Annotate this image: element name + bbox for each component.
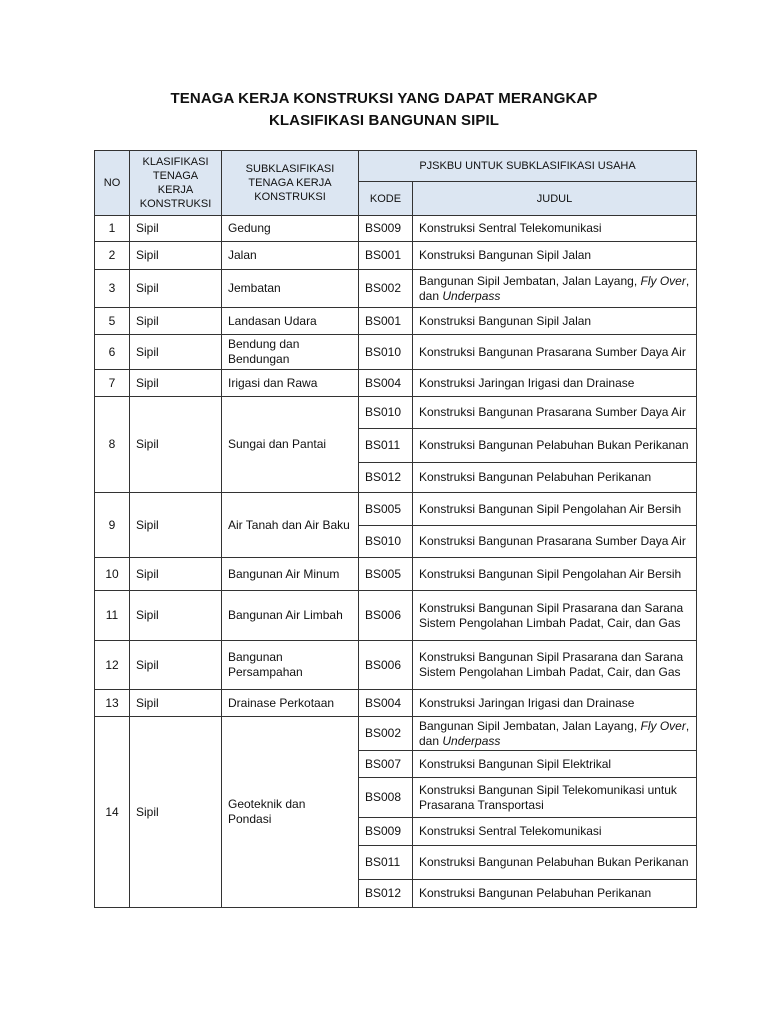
cell-judul: Konstruksi Bangunan Pelabuhan Perikanan [413, 880, 697, 908]
document-title-line2: KLASIFIKASI BANGUNAN SIPIL [268, 112, 500, 129]
cell-judul: Konstruksi Bangunan Pelabuhan Bukan Perikanan [413, 429, 697, 463]
cell-kode: BS002 [359, 270, 413, 308]
cell-klasifikasi: Sipil [130, 397, 222, 493]
cell-judul: Konstruksi Bangunan Sipil Jalan [413, 308, 697, 335]
cell-kode: BS011 [359, 846, 413, 880]
cell-subklasifikasi: Irigasi dan Rawa [222, 370, 359, 397]
judul-part: Bangunan Sipil Jembatan, Jalan Layang, [419, 273, 641, 288]
cell-klasifikasi: Sipil [130, 558, 222, 591]
table-row [95, 335, 697, 370]
cell-subklasifikasi: Air Tanah dan Air Baku [222, 493, 359, 558]
table-row [95, 641, 697, 690]
document-title-line1: TENAGA KERJA KONSTRUKSI YANG DAPAT MERANGKAP [170, 90, 598, 107]
cell-kode: BS001 [359, 308, 413, 335]
cell-klasifikasi: Sipil [130, 335, 222, 370]
table-row [95, 591, 697, 641]
cell-judul: Konstruksi Jaringan Irigasi dan Drainase [413, 690, 697, 717]
judul-part: , dan [419, 273, 690, 303]
header-pjskbu: PJSKBU UNTUK SUBKLASIFIKASI USAHA [359, 151, 697, 182]
header-klasifikasi: KLASIFIKASI TENAGA KERJA KONSTRUKSI [130, 151, 222, 216]
table-row [95, 690, 697, 717]
cell-klasifikasi: Sipil [130, 591, 222, 641]
cell-klasifikasi: Sipil [130, 242, 222, 270]
document-title [0, 88, 768, 132]
cell-klasifikasi: Sipil [130, 493, 222, 558]
header-subklasifikasi: SUBKLASIFIKASI TENAGA KERJA KONSTRUKSI [222, 151, 359, 216]
cell-judul: Konstruksi Bangunan Pelabuhan Bukan Perikanan [413, 846, 697, 880]
cell-judul: Konstruksi Bangunan Sipil Prasarana dan Sarana Sistem Pengolahan Limbah Padat, Cair, dan Gas [413, 641, 697, 690]
cell-kode: BS012 [359, 463, 413, 493]
cell-judul: Konstruksi Bangunan Prasarana Sumber Daya Air [413, 397, 697, 429]
cell-no: 5 [95, 308, 130, 335]
cell-kode: BS011 [359, 429, 413, 463]
judul-part: Fly Over [640, 718, 686, 733]
header-kode: KODE [359, 182, 413, 216]
table-row [95, 558, 697, 591]
cell-kode: BS005 [359, 493, 413, 526]
judul-part: Underpass [442, 288, 501, 303]
judul-part: Fly Over [640, 273, 686, 288]
cell-no: 9 [95, 493, 130, 558]
cell-no: 10 [95, 558, 130, 591]
cell-no: 2 [95, 242, 130, 270]
cell-judul: Konstruksi Bangunan Sipil Telekomunikasi untuk Prasarana Transportasi [413, 778, 697, 818]
table-row [95, 397, 697, 429]
cell-judul: Konstruksi Bangunan Sipil Jalan [413, 242, 697, 270]
cell-kode: BS010 [359, 526, 413, 558]
cell-kode: BS007 [359, 751, 413, 778]
cell-judul: Konstruksi Bangunan Pelabuhan Perikanan [413, 463, 697, 493]
cell-kode: BS006 [359, 641, 413, 690]
cell-subklasifikasi: Sungai dan Pantai [222, 397, 359, 493]
cell-kode: BS012 [359, 880, 413, 908]
cell-no: 11 [95, 591, 130, 641]
cell-subklasifikasi: Jembatan [222, 270, 359, 308]
cell-no: 12 [95, 641, 130, 690]
cell-subklasifikasi: Bangunan Air Limbah [222, 591, 359, 641]
cell-judul: Konstruksi Bangunan Sipil Prasarana dan Sarana Sistem Pengolahan Limbah Padat, Cair, dan Gas [413, 591, 697, 641]
judul-part: , dan [419, 718, 690, 748]
cell-no: 14 [95, 717, 130, 908]
judul-part: Underpass [442, 733, 501, 748]
table-row [95, 216, 697, 242]
cell-no: 1 [95, 216, 130, 242]
table-row [95, 717, 697, 751]
cell-subklasifikasi: Jalan [222, 242, 359, 270]
cell-judul: Konstruksi Sentral Telekomunikasi [413, 818, 697, 846]
cell-subklasifikasi: Bendung dan Bendungan [222, 335, 359, 370]
cell-kode: BS005 [359, 558, 413, 591]
cell-no: 3 [95, 270, 130, 308]
cell-subklasifikasi: Bangunan Persampahan [222, 641, 359, 690]
table-body [95, 216, 697, 908]
cell-klasifikasi: Sipil [130, 216, 222, 242]
cell-subklasifikasi: Landasan Udara [222, 308, 359, 335]
cell-klasifikasi: Sipil [130, 308, 222, 335]
cell-kode: BS008 [359, 778, 413, 818]
cell-subklasifikasi: Bangunan Air Minum [222, 558, 359, 591]
cell-judul: Konstruksi Bangunan Sipil Elektrikal [413, 751, 697, 778]
cell-judul: Konstruksi Bangunan Sipil Pengolahan Air Bersih [413, 558, 697, 591]
cell-kode: BS010 [359, 335, 413, 370]
header-judul: JUDUL [413, 182, 697, 216]
cell-klasifikasi: Sipil [130, 370, 222, 397]
cell-klasifikasi: Sipil [130, 690, 222, 717]
cell-klasifikasi: Sipil [130, 641, 222, 690]
header-no: NO [95, 151, 130, 216]
cell-no: 8 [95, 397, 130, 493]
table-row [95, 493, 697, 526]
cell-subklasifikasi: Drainase Perkotaan [222, 690, 359, 717]
cell-kode: BS004 [359, 690, 413, 717]
cell-kode: BS006 [359, 591, 413, 641]
cell-kode: BS002 [359, 717, 413, 751]
cell-kode: BS001 [359, 242, 413, 270]
cell-no: 13 [95, 690, 130, 717]
cell-judul: Konstruksi Jaringan Irigasi dan Drainase [413, 370, 697, 397]
judul-part: Bangunan Sipil Jembatan, Jalan Layang, [419, 718, 641, 733]
cell-subklasifikasi: Geoteknik dan Pondasi [222, 717, 359, 908]
cell-judul: Konstruksi Bangunan Prasarana Sumber Daya Air [413, 526, 697, 558]
classification-table [94, 150, 697, 908]
cell-no: 7 [95, 370, 130, 397]
cell-kode: BS009 [359, 818, 413, 846]
cell-klasifikasi: Sipil [130, 270, 222, 308]
table-row [95, 370, 697, 397]
cell-no: 6 [95, 335, 130, 370]
cell-klasifikasi: Sipil [130, 717, 222, 908]
cell-judul: Konstruksi Bangunan Sipil Pengolahan Air Bersih [413, 493, 697, 526]
cell-judul: Konstruksi Sentral Telekomunikasi [413, 216, 697, 242]
cell-judul [413, 717, 697, 751]
table-row [95, 242, 697, 270]
cell-kode: BS004 [359, 370, 413, 397]
cell-subklasifikasi: Gedung [222, 216, 359, 242]
cell-judul [413, 270, 697, 308]
cell-judul: Konstruksi Bangunan Prasarana Sumber Daya Air [413, 335, 697, 370]
cell-kode: BS010 [359, 397, 413, 429]
table-row [95, 308, 697, 335]
cell-kode: BS009 [359, 216, 413, 242]
table-row [95, 270, 697, 308]
